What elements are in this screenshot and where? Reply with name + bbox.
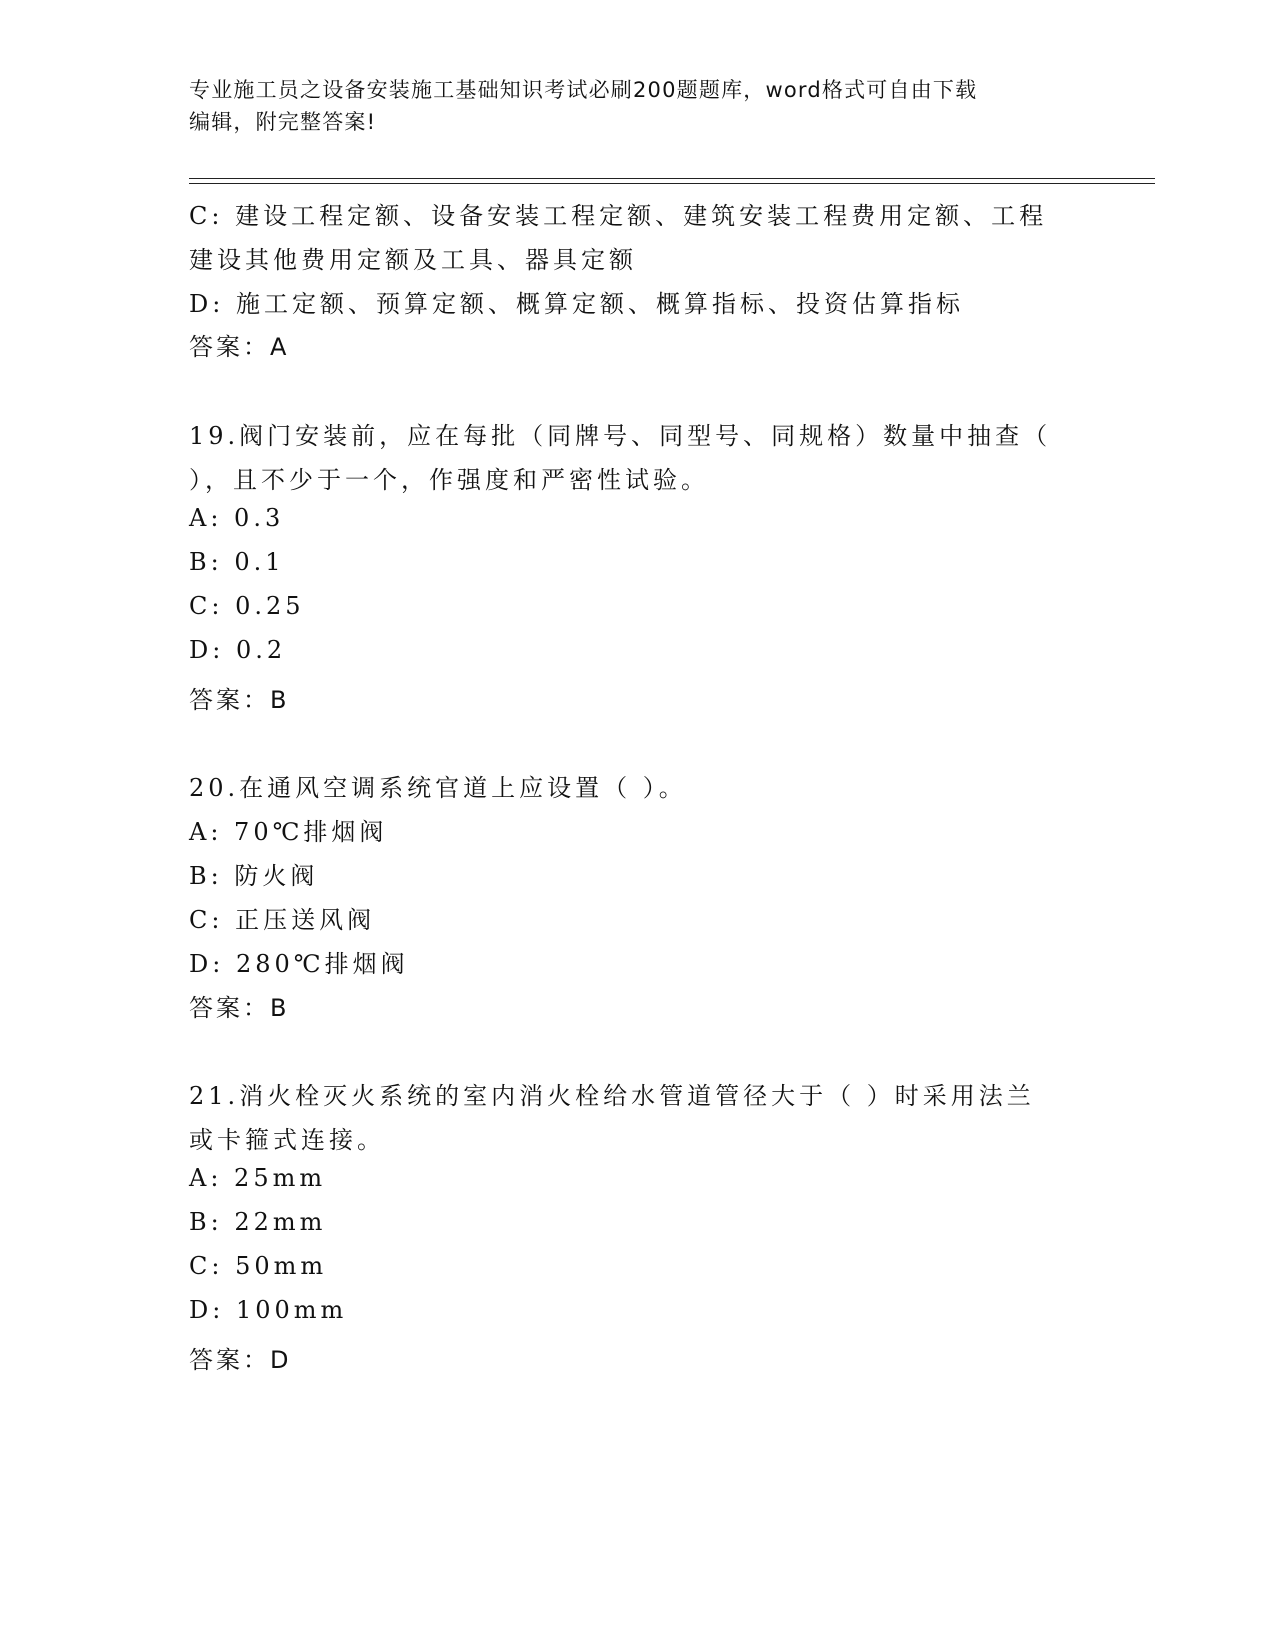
- q21-option-c: C: 50mm: [189, 1252, 328, 1280]
- q18-option-d: D: 施工定额、预算定额、概算定额、概算指标、投资估算指标: [189, 290, 964, 318]
- header-divider-top: [189, 178, 1155, 179]
- q19-option-b: B: 0.1: [189, 548, 285, 576]
- q21-option-a: A: 25mm: [189, 1164, 327, 1192]
- q18-option-c-line-2: 建设其他费用定额及工具、器具定额: [189, 246, 637, 274]
- q19-option-c: C: 0.25: [189, 592, 305, 620]
- q19-stem-line-1: 19.阀门安装前，应在每批（同牌号、同型号、同规格）数量中抽查（: [189, 422, 1052, 450]
- q21-stem-line-1: 21.消火栓灭火系统的室内消火栓给水管道管径大于（ ）时采用法兰: [189, 1082, 1035, 1110]
- document-header: [189, 74, 1069, 138]
- q21-option-d: D: 100mm: [189, 1296, 348, 1324]
- q18-option-c-line-1: C: 建设工程定额、设备安装工程定额、建筑安装工程费用定额、工程: [189, 202, 1048, 230]
- q19-stem-line-2: ），且不少于一个，作强度和严密性试验。: [189, 466, 709, 494]
- q21-stem-line-2: 或卡箍式连接。: [189, 1126, 385, 1154]
- q19-answer: 答案：B: [189, 686, 290, 714]
- q20-option-d: D: 280℃排烟阀: [189, 950, 409, 978]
- q20-option-b: B: 防火阀: [189, 862, 319, 890]
- q18-answer: 答案：A: [189, 333, 290, 361]
- q20-answer: 答案：B: [189, 994, 290, 1022]
- q20-stem: 20.在通风空调系统官道上应设置（ ）。: [189, 774, 687, 802]
- q19-option-d: D: 0.2: [189, 636, 287, 664]
- q21-option-b: B: 22mm: [189, 1208, 327, 1236]
- header-title-line-2: 编辑，附完整答案!: [189, 110, 377, 134]
- header-title-line-1: 专业施工员之设备安装施工基础知识考试必刷200题题库，word格式可自由下载: [189, 78, 978, 102]
- q20-option-a: A: 70℃排烟阀: [189, 818, 388, 846]
- q20-option-c: C: 正压送风阀: [189, 906, 376, 934]
- header-divider-bottom: [189, 183, 1155, 184]
- q19-option-a: A: 0.3: [189, 504, 285, 532]
- q21-answer: 答案：D: [189, 1346, 292, 1374]
